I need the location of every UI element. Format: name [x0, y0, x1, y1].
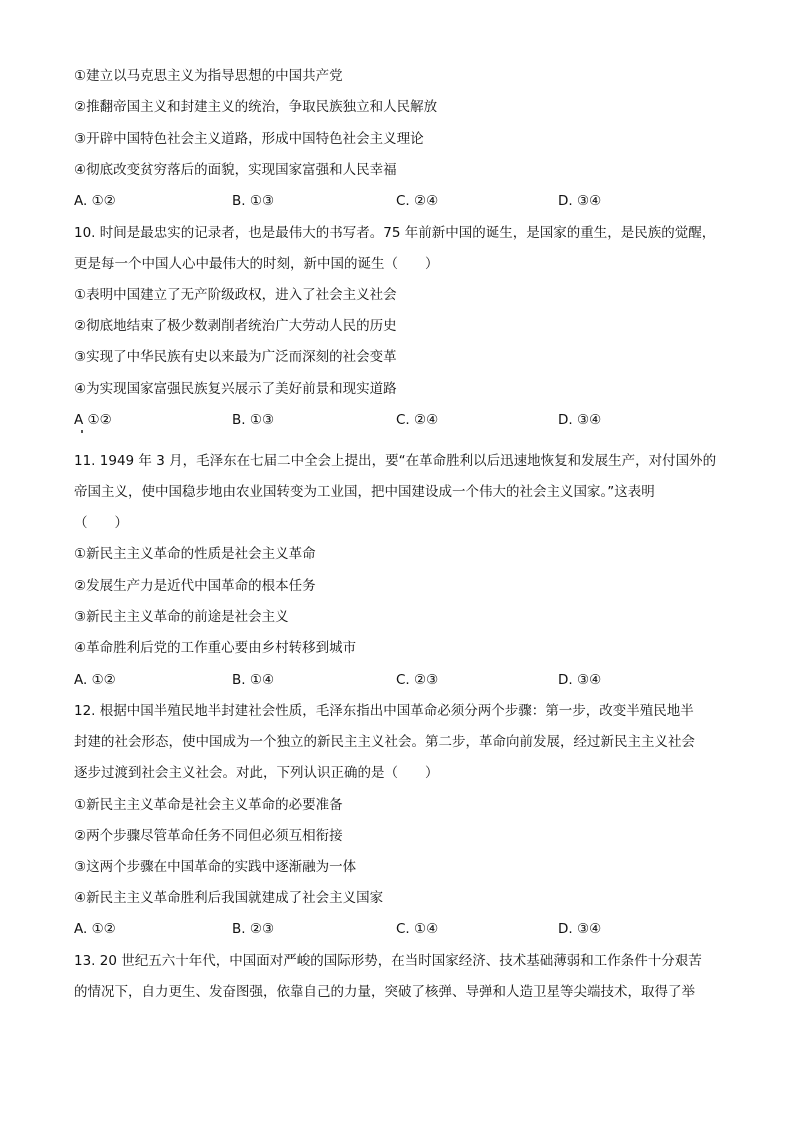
q10-stem-line-2: 更是每一个中国人心中最伟大的时刻，新中国的诞生（ ）: [74, 256, 439, 272]
q12-item-2: ②两个步骤尽管革命任务不同但必须互相衔接: [74, 828, 343, 844]
q9-item-2: ②推翻帝国主义和封建主义的统治，争取民族独立和人民解放: [74, 99, 438, 115]
q9-item-1: ①建立以马克思主义为指导思想的中国共产党: [74, 68, 343, 84]
stray-dot-mark: [81, 430, 83, 433]
q10-item-3: ③实现了中华民族有史以来最为广泛而深刻的社会变革: [74, 349, 397, 365]
q11-option-a: A. ①②: [74, 672, 116, 688]
q9-option-c: C. ②④: [396, 193, 439, 209]
q9-option-d: D. ③④: [558, 193, 602, 209]
q10-option-b: B. ①③: [232, 412, 275, 428]
q9-option-b: B. ①③: [232, 193, 275, 209]
q12-stem-line-1: 12. 根据中国半殖民地半封建社会性质，毛泽东指出中国革命必须分两个步骤：第一步，改变半殖民地半: [74, 703, 694, 719]
q10-option-a: A ①②: [74, 412, 112, 428]
q12-option-b: B. ②③: [232, 921, 275, 937]
q12-item-3: ③这两个步骤在中国革命的实践中逐渐融为一体: [74, 859, 357, 875]
q12-item-1: ①新民主主义革命是社会主义革命的必要准备: [74, 797, 343, 813]
q10-stem-line-1: 10. 时间是最忠实的记录者，也是最伟大的书写者。75 年前新中国的诞生，是国家的重生，是民族的觉醒，: [74, 225, 716, 241]
q12-options: [74, 919, 734, 939]
q12-item-4: ④新民主主义革命胜利后我国就建成了社会主义国家: [74, 890, 384, 906]
q10-option-c: C. ②④: [396, 412, 439, 428]
q12-stem-line-2: 封建的社会形态，使中国成为一个独立的新民主主义社会。第二步，革命向前发展，经过新民主主义社会: [74, 734, 695, 750]
q12-option-a: A. ①②: [74, 921, 116, 937]
q9-item-4: ④彻底改变贫穷落后的面貌，实现国家富强和人民幸福: [74, 162, 397, 178]
q10-options: [74, 410, 734, 430]
q11-stem-line-2: 帝国主义，使中国稳步地由农业国转变为工业国，把中国建设成一个伟大的社会主义国家。”这表明: [74, 484, 655, 500]
q13-stem-line-1: 13. 20 世纪五六十年代，中国面对严峻的国际形势，在当时国家经济、技术基础薄弱和工作条件十分艰苦: [74, 953, 702, 969]
q11-item-1: ①新民主主义革命的性质是社会主义革命: [74, 546, 316, 562]
q12-stem-line-3: 逐步过渡到社会主义社会。对此，下列认识正确的是（ ）: [74, 765, 439, 781]
q11-stem-line-3: （ ）: [74, 515, 128, 531]
q10-item-4: ④为实现国家富强民族复兴展示了美好前景和现实道路: [74, 381, 397, 397]
q11-options: [74, 670, 734, 690]
q10-option-d: D. ③④: [558, 412, 602, 428]
q11-item-2: ②发展生产力是近代中国革命的根本任务: [74, 578, 316, 594]
q9-option-a: A. ①②: [74, 193, 116, 209]
q11-stem-line-1: 11. 1949 年 3 月，毛泽东在七届二中全会上提出，要“在革命胜利以后迅速地恢复和发展生产，对付国外的: [74, 453, 717, 469]
q12-option-d: D. ③④: [558, 921, 602, 937]
q10-item-1: ①表明中国建立了无产阶级政权，进入了社会主义社会: [74, 287, 397, 303]
q11-option-b: B. ①④: [232, 672, 275, 688]
q9-item-3: ③开辟中国特色社会主义道路，形成中国特色社会主义理论: [74, 131, 424, 147]
q11-option-c: C. ②③: [396, 672, 439, 688]
q12-option-c: C. ①④: [396, 921, 439, 937]
q11-item-4: ④革命胜利后党的工作重心要由乡村转移到城市: [74, 640, 357, 656]
q10-item-2: ②彻底地结束了极少数剥削者统治广大劳动人民的历史: [74, 318, 397, 334]
q9-options: [74, 191, 734, 211]
q11-option-d: D. ③④: [558, 672, 602, 688]
q11-item-3: ③新民主主义革命的前途是社会主义: [74, 609, 289, 625]
q13-stem-line-2: 的情况下，自力更生、发奋图强，依靠自己的力量，突破了核弹、导弹和人造卫星等尖端技术，取得了举: [74, 984, 695, 1000]
